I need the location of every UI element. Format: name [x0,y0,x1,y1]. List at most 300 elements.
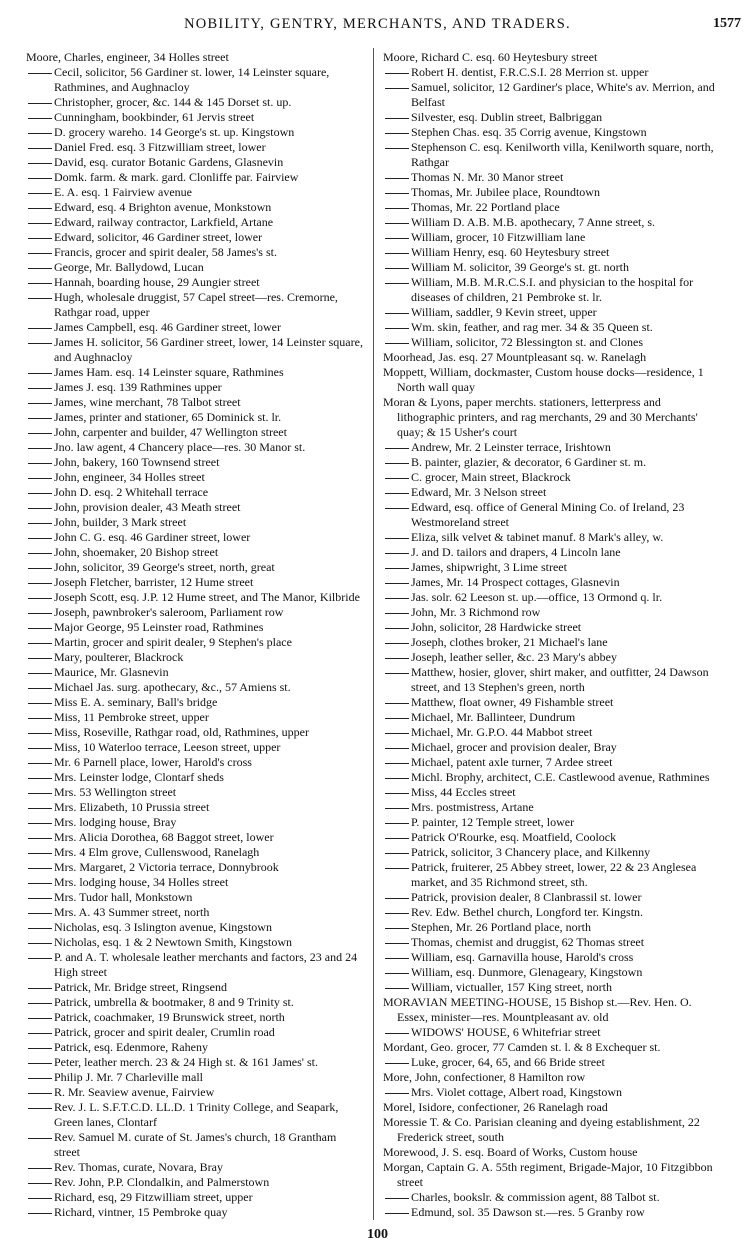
directory-subentry [26,230,364,245]
entry-text: Edward, Mr. 3 Nelson street [411,485,547,499]
ditto-dash [28,913,52,914]
directory-subentry [26,935,364,950]
directory-subentry [26,950,364,980]
directory-entry [383,50,721,65]
entry-text: Nicholas, esq. 1 & 2 Newtown Smith, Kingstown [54,935,292,949]
directory-subentry [383,1025,721,1040]
entry-text: John, Mr. 3 Richmond row [411,605,541,619]
directory-subentry [383,200,721,215]
directory-subentry [26,155,364,170]
ditto-dash [28,448,52,449]
ditto-dash [28,673,52,674]
entry-text: Miss, 10 Waterloo terrace, Leeson street, upper [54,740,281,754]
ditto-dash [28,583,52,584]
ditto-dash [28,343,52,344]
directory-subentry [26,515,364,530]
entry-text: Michael, patent axle turner, 7 Ardee street [411,755,613,769]
entry-text: Mrs. 53 Wellington street [54,785,177,799]
directory-subentry [26,1205,364,1220]
directory-subentry [383,215,721,230]
ditto-dash [28,838,52,839]
entry-text: Mrs. postmistress, Artane [411,800,534,814]
ditto-dash [28,1168,52,1169]
ditto-dash [28,988,52,989]
directory-subentry [383,500,721,530]
directory-subentry [26,530,364,545]
directory-subentry [26,410,364,425]
left-column [26,50,364,1220]
entry-text: Patrick, solicitor, 3 Chancery place, and Kilkenny [411,845,651,859]
ditto-dash [385,508,409,509]
ditto-dash [385,343,409,344]
ditto-dash [385,223,409,224]
entry-text: William D. A.B. M.B. apothecary, 7 Anne street, s. [411,215,656,229]
entry-text: William, saddler, 9 Kevin street, upper [411,305,597,319]
directory-entry [383,1040,721,1055]
entry-text: Rev. Edw. Bethel church, Longford ter. Kingstn. [411,905,644,919]
directory-subentry [383,620,721,635]
entry-text: Rev. John, P.P. Clondalkin, and Palmerstown [54,1175,270,1189]
directory-subentry [26,575,364,590]
directory-subentry [26,440,364,455]
entry-text: Michael, Mr. G.P.O. 44 Mabbot street [411,725,593,739]
ditto-dash [385,763,409,764]
ditto-dash [385,178,409,179]
entry-text: Joseph Scott, esq. J.P. 12 Hume street, and The Manor, Kilbride [54,590,360,604]
ditto-dash [385,133,409,134]
directory-subentry [26,680,364,695]
entry-text: James, Mr. 14 Prospect cottages, Glasnevin [411,575,620,589]
entry-text: William, solicitor, 72 Blessington st. and Clones [411,335,644,349]
entry-text: Francis, grocer and spirit dealer, 58 James's st. [54,245,277,259]
entry-text: Moorhead, Jas. esq. 27 Mountpleasant sq. w. Ranelagh [383,350,647,364]
directory-subentry [26,290,364,320]
directory-subentry [26,890,364,905]
ditto-dash [28,1048,52,1049]
entry-text: P. painter, 12 Temple street, lower [411,815,575,829]
ditto-dash [28,268,52,269]
entry-text: Mr. 6 Parnell place, lower, Harold's cross [54,755,252,769]
ditto-dash [28,958,52,959]
ditto-dash [385,778,409,779]
entry-text: Edward, esq. office of General Mining Co. of Ireland, 23 Westmoreland street [411,500,685,529]
ditto-dash [28,418,52,419]
ditto-dash [28,688,52,689]
directory-subentry [383,170,721,185]
ditto-dash [28,823,52,824]
entry-text: Cecil, solicitor, 56 Gardiner st. lower, 14 Leinster square, Rathmines, and Aughnacloy [54,65,330,94]
ditto-dash [28,148,52,149]
directory-subentry [383,860,721,890]
ditto-dash [385,703,409,704]
entry-text: Michael, Mr. Ballinteer, Dundrum [411,710,576,724]
directory-entry [383,1145,721,1160]
directory-subentry [26,1130,364,1160]
entry-text: E. A. esq. 1 Fairview avenue [54,185,192,199]
directory-subentry [383,950,721,965]
ditto-dash [385,898,409,899]
ditto-dash [385,793,409,794]
ditto-dash [385,448,409,449]
entry-text: John, provision dealer, 43 Meath street [54,500,241,514]
entry-text: Morewood, J. S. esq. Board of Works, Custom house [383,1145,638,1159]
ditto-dash [28,808,52,809]
ditto-dash [28,178,52,179]
ditto-dash [28,628,52,629]
entry-text: Maurice, Mr. Glasnevin [54,665,169,679]
entry-text: Miss E. A. seminary, Ball's bridge [54,695,218,709]
ditto-dash [28,1033,52,1034]
entry-text: Edward, esq. 4 Brighton avenue, Monkstown [54,200,272,214]
ditto-dash [28,763,52,764]
entry-text: Edward, solicitor, 46 Gardiner street, lower [54,230,263,244]
entry-text: Patrick O'Rourke, esq. Moatfield, Coolock [411,830,617,844]
entry-text: Moran & Lyons, paper merchts. stationers, letterpress and lithographic printers, and rag merchants, 29 and 30 Merchants' quay; & 15 Usher's court [383,395,698,439]
ditto-dash [28,1108,52,1109]
entry-text: Mrs. lodging house, 34 Holles street [54,875,229,889]
ditto-dash [28,403,52,404]
directory-subentry [26,1190,364,1205]
entry-text: Moppett, William, dockmaster, Custom house docks—residence, 1 North wall quay [383,365,704,394]
entry-text: Mordant, Geo. grocer, 77 Camden st. l. & 8 Exchequer st. [383,1040,661,1054]
directory-subentry [26,605,364,620]
directory-entry [383,1160,721,1190]
ditto-dash [385,853,409,854]
entry-text: Mrs. Margaret, 2 Victoria terrace, Donnybrook [54,860,279,874]
ditto-dash [385,553,409,554]
ditto-dash [28,568,52,569]
directory-subentry [26,200,364,215]
entry-text: Domk. farm. & mark. gard. Clonliffe par. Fairview [54,170,299,184]
directory-subentry [383,830,721,845]
ditto-dash [28,163,52,164]
entry-text: Moressie T. & Co. Parisian cleaning and dyeing establishment, 22 Frederick street, south [383,1115,700,1144]
ditto-dash [28,613,52,614]
entry-text: Michael, grocer and provision dealer, Bray [411,740,617,754]
directory-subentry [26,1175,364,1190]
entry-text: Daniel Fred. esq. 3 Fitzwilliam street, lower [54,140,266,154]
directory-subentry [26,590,364,605]
directory-subentry [383,560,721,575]
ditto-dash [385,838,409,839]
directory-subentry [383,800,721,815]
directory-subentry [26,875,364,890]
directory-subentry [383,1205,721,1220]
ditto-dash [28,703,52,704]
directory-subentry [383,140,721,170]
entry-text: Richard, vintner, 15 Pembroke quay [54,1205,228,1219]
directory-subentry [26,620,364,635]
ditto-dash [28,508,52,509]
directory-entry [383,1115,721,1145]
entry-text: Peter, leather merch. 23 & 24 High st. & 161 James' st. [54,1055,318,1069]
entry-text: Major George, 95 Leinster road, Rathmines [54,620,264,634]
entry-text: George, Mr. Ballydowd, Lucan [54,260,204,274]
entry-text: John, engineer, 34 Holles street [54,470,205,484]
ditto-dash [385,583,409,584]
ditto-dash [385,958,409,959]
entry-text: Edmund, sol. 35 Dawson st.—res. 5 Granby row [411,1205,645,1219]
ditto-dash [28,463,52,464]
directory-entry [383,1070,721,1085]
ditto-dash [28,1213,52,1214]
entry-text: Patrick, fruiterer, 25 Abbey street, lower, 22 & 23 Anglesea market, and 35 Richmond street, sth. [411,860,697,889]
entry-text: James, wine merchant, 78 Talbot street [54,395,241,409]
directory-subentry [26,125,364,140]
ditto-dash [28,253,52,254]
ditto-dash [28,1018,52,1019]
ditto-dash [28,1063,52,1064]
column-divider [373,48,374,1220]
entry-text: James Ham. esq. 14 Leinster square, Rathmines [54,365,284,379]
directory-subentry [383,455,721,470]
entry-text: Miss, Roseville, Rathgar road, old, Rathmines, upper [54,725,309,739]
directory-subentry [26,95,364,110]
directory-subentry [383,935,721,950]
directory-subentry [26,560,364,575]
ditto-dash [385,1198,409,1199]
entry-text: Thomas, Mr. Jubilee place, Roundtown [411,185,600,199]
directory-subentry [383,695,721,710]
entry-text: John, bakery, 160 Townsend street [54,455,220,469]
directory-subentry [26,1070,364,1085]
ditto-dash [28,193,52,194]
directory-subentry [26,695,364,710]
directory-subentry [383,230,721,245]
directory-subentry [26,470,364,485]
entry-text: William Henry, esq. 60 Heytesbury street [411,245,610,259]
ditto-dash [385,268,409,269]
entry-text: R. Mr. Seaview avenue, Fairview [54,1085,215,1099]
ditto-dash [385,658,409,659]
ditto-dash [385,673,409,674]
directory-subentry [383,305,721,320]
directory-subentry [383,110,721,125]
directory-subentry [383,590,721,605]
directory-subentry [383,80,721,110]
directory-subentry [26,545,364,560]
entry-text: John C. G. esq. 46 Gardiner street, lower [54,530,251,544]
directory-subentry [383,125,721,140]
entry-text: Thomas N. Mr. 30 Manor street [411,170,564,184]
ditto-dash [28,883,52,884]
directory-subentry [383,635,721,650]
page-number: 1577 [713,16,741,31]
directory-subentry [383,245,721,260]
ditto-dash [28,1093,52,1094]
directory-subentry [383,710,721,725]
directory-entry [383,1100,721,1115]
directory-subentry [26,275,364,290]
ditto-dash [385,253,409,254]
directory-subentry [26,1160,364,1175]
entry-text: Silvester, esq. Dublin street, Balbriggan [411,110,603,124]
entry-text: Michl. Brophy, architect, C.E. Castlewood avenue, Rathmines [411,770,710,784]
ditto-dash [28,523,52,524]
ditto-dash [28,658,52,659]
entry-text: D. grocery wareho. 14 George's st. up. Kingstown [54,125,295,139]
entry-text: Morgan, Captain G. A. 55th regiment, Brigade-Major, 10 Fitzgibbon street [383,1160,713,1189]
ditto-dash [385,823,409,824]
entry-text: Mrs. Tudor hall, Monkstown [54,890,193,904]
ditto-dash [385,973,409,974]
directory-subentry [26,215,364,230]
entry-text: Patrick, esq. Edenmore, Raheny [54,1040,208,1054]
entry-text: William, esq. Garnavilla house, Harold's cross [411,950,634,964]
directory-subentry [26,485,364,500]
entry-text: Mrs. lodging house, Bray [54,815,177,829]
entry-text: James Campbell, esq. 46 Gardiner street, lower [54,320,281,334]
ditto-dash [28,793,52,794]
entry-text: William, victualler, 157 King street, north [411,980,612,994]
ditto-dash [385,478,409,479]
ditto-dash [28,853,52,854]
ditto-dash [385,613,409,614]
ditto-dash [385,868,409,869]
entry-text: Miss, 11 Pembroke street, upper [54,710,209,724]
ditto-dash [28,643,52,644]
ditto-dash [385,913,409,914]
ditto-dash [385,748,409,749]
entry-text: Mrs. 4 Elm grove, Cullenswood, Ranelagh [54,845,260,859]
directory-subentry [26,785,364,800]
directory-subentry [383,920,721,935]
directory-subentry [26,1025,364,1040]
entry-text: Hannah, boarding house, 29 Aungier street [54,275,260,289]
ditto-dash [28,748,52,749]
ditto-dash [28,1183,52,1184]
entry-text: William, grocer, 10 Fitzwilliam lane [411,230,586,244]
directory-subentry [383,335,721,350]
directory-subentry [383,890,721,905]
directory-entry [383,350,721,365]
entry-text: John, solicitor, 39 George's street, north, great [54,560,275,574]
entry-text: Joseph Fletcher, barrister, 12 Hume street [54,575,254,589]
directory-subentry [383,785,721,800]
entry-text: Mary, poulterer, Blackrock [54,650,184,664]
ditto-dash [385,328,409,329]
directory-subentry [26,395,364,410]
entry-text: John, shoemaker, 20 Bishop street [54,545,219,559]
ditto-dash [28,283,52,284]
ditto-dash [28,493,52,494]
directory-subentry [26,140,364,155]
entry-text: Mrs. Violet cottage, Albert road, Kingstown [411,1085,623,1099]
directory-subentry [383,665,721,695]
entry-text: Hugh, wholesale druggist, 57 Capel street—res. Cremorne, Rathgar road, upper [54,290,338,319]
ditto-dash [28,898,52,899]
directory-subentry [26,65,364,95]
directory-subentry [26,335,364,365]
directory-subentry [26,770,364,785]
directory-subentry [26,635,364,650]
directory-subentry [383,605,721,620]
entry-text: William M. solicitor, 39 George's st. gt. north [411,260,629,274]
directory-subentry [26,1055,364,1070]
directory-subentry [383,755,721,770]
entry-text: Mrs. A. 43 Summer street, north [54,905,210,919]
entry-text: Cunningham, bookbinder, 61 Jervis street [54,110,255,124]
ditto-dash [28,733,52,734]
ditto-dash [28,1138,52,1139]
running-title: NOBILITY, GENTRY, MERCHANTS, AND TRADERS. [184,16,571,32]
ditto-dash [385,808,409,809]
directory-subentry [383,65,721,80]
ditto-dash [28,103,52,104]
directory-subentry [26,185,364,200]
ditto-dash [385,208,409,209]
entry-text: John, builder, 3 Mark street [54,515,187,529]
directory-entry [383,395,721,440]
entry-text: Moore, Richard C. esq. 60 Heytesbury street [383,50,598,64]
ditto-dash [385,1093,409,1094]
entry-text: C. grocer, Main street, Blackrock [411,470,571,484]
ditto-dash [385,88,409,89]
directory-subentry [26,860,364,875]
directory-subentry [26,980,364,995]
directory-subentry [383,470,721,485]
entry-text: Moore, Charles, engineer, 34 Holles street [26,50,229,64]
directory-subentry [26,905,364,920]
entry-text: More, John, confectioner, 8 Hamilton row [383,1070,586,1084]
ditto-dash [28,208,52,209]
directory-subentry [26,170,364,185]
entry-text: John, solicitor, 28 Hardwicke street [411,620,582,634]
ditto-dash [385,733,409,734]
entry-text: J. and D. tailors and drapers, 4 Lincoln lane [411,545,621,559]
entry-text: Rev. Samuel M. curate of St. James's church, 18 Grantham street [54,1130,337,1159]
entry-text: Charles, bookslr. & commission agent, 88 Talbot st. [411,1190,660,1204]
entry-text: William, esq. Dunmore, Glenageary, Kingstown [411,965,643,979]
directory-subentry [26,380,364,395]
ditto-dash [385,1063,409,1064]
directory-subentry [383,545,721,560]
directory-subentry [383,650,721,665]
directory-subentry [26,110,364,125]
directory-subentry [383,575,721,590]
ditto-dash [385,313,409,314]
directory-subentry [26,755,364,770]
entry-text: B. painter, glazier, & decorator, 6 Gardiner st. m. [411,455,647,469]
directory-subentry [383,1055,721,1070]
directory-subentry [26,665,364,680]
ditto-dash [385,193,409,194]
entry-text: Thomas, Mr. 22 Portland place [411,200,560,214]
entry-text: P. and A. T. wholesale leather merchants and factors, 23 and 24 High street [54,950,358,979]
directory-subentry [383,530,721,545]
ditto-dash [385,643,409,644]
right-column [383,50,721,1220]
directory-subentry [26,1085,364,1100]
ditto-dash [28,223,52,224]
entry-text: Andrew, Mr. 2 Leinster terrace, Irishtown [411,440,611,454]
directory-entry [383,365,721,395]
entry-text: Mrs. Elizabeth, 10 Prussia street [54,800,210,814]
entry-text: Samuel, solicitor, 12 Gardiner's place, White's av. Merrion, and Belfast [411,80,715,109]
ditto-dash [28,928,52,929]
directory-subentry [26,995,364,1010]
ditto-dash [28,718,52,719]
entry-text: Wm. skin, feather, and rag mer. 34 & 35 Queen st. [411,320,653,334]
entry-text: WIDOWS' HOUSE, 6 Whitefriar street [411,1025,601,1039]
entry-text: James, printer and stationer, 65 Dominick st. lr. [54,410,282,424]
directory-subentry [383,1085,721,1100]
entry-text: Eliza, silk velvet & tabinet manuf. 8 Mark's alley, w. [411,530,664,544]
entry-text: Rev. J. L. S.F.T.C.D. LL.D. 1 Trinity College, and Seapark, Green lanes, Clontarf [54,1100,339,1129]
ditto-dash [28,328,52,329]
directory-subentry [26,260,364,275]
directory-subentry [26,710,364,725]
